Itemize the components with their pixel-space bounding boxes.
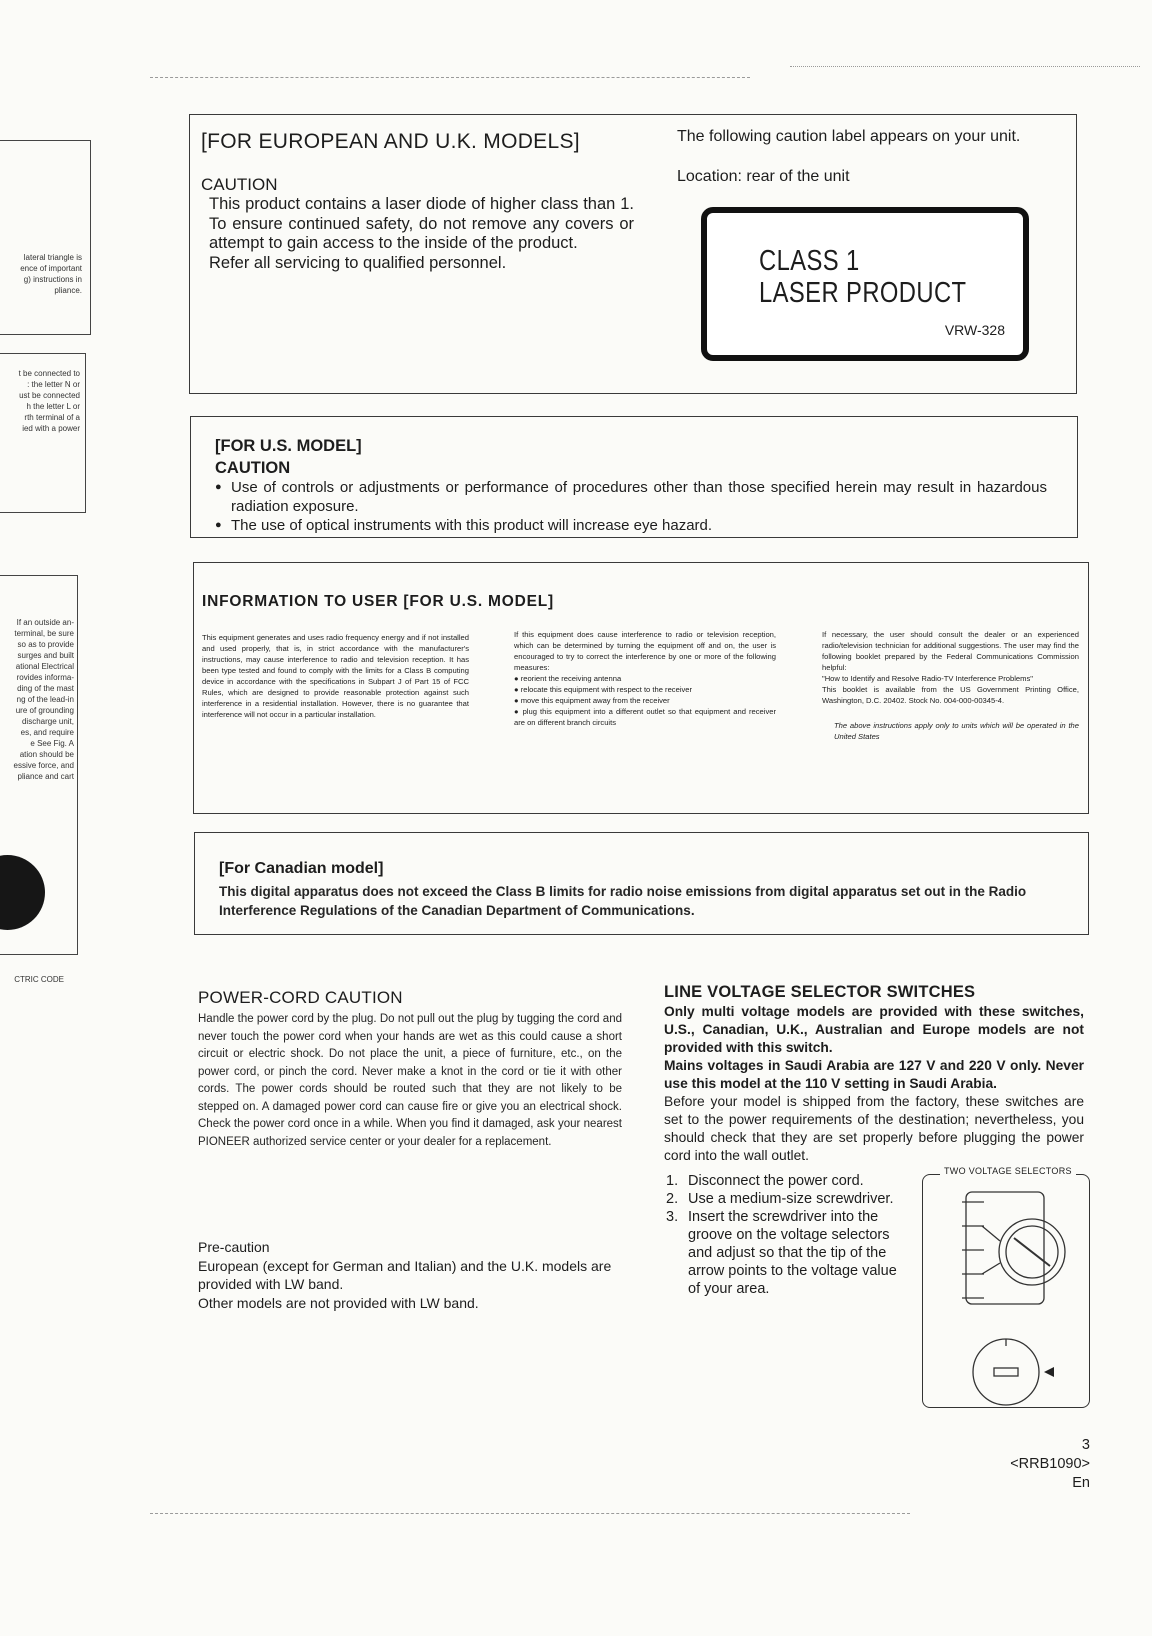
step-item: 2. Use a medium-size screwdriver.	[666, 1191, 894, 1207]
info-column-1: This equipment generates and uses radio frequency energy and if not installed and used properly, that is, in strict accordance with the manufacturer's instructions, may cause interference to radio and television reception. It has been type tested and found to comply with the limits for a Class B computing device in accordance with the specifications in Subpart J of Part 15 of FCC Rules, which are designed to provide reasonable protection against such interference in a residential installation. However, there is no guarantee that interference will not occur in a particular installation.	[202, 633, 469, 719]
diagram-label: TWO VOLTAGE SELECTORS	[940, 1166, 1076, 1176]
laser-label-line2: LASER PRODUCT	[759, 277, 967, 309]
us-section	[190, 416, 1078, 538]
us-caution-item: ● The use of optical instruments with this product will increase eye hazard.	[215, 516, 1047, 535]
info-column-3: If necessary, the user should consult the dealer or an experienced radio/television technician for additional suggestions. The user may find the following booklet prepared by the Federal Communications Commission helpful: "How to Identify and Resolve Radio-TV Interference Problems" This booklet is available from the US Government Printing Office, Washington, D.C. 20402. Stock No. 004-000-00345-4. The above instructions apply only to units which will be operated in the United States	[822, 630, 1079, 741]
info-section	[193, 562, 1089, 814]
page-number: 3	[1081, 1437, 1090, 1453]
line-voltage-notice-saudi: Mains voltages in Saudi Arabia are 127 V and 220 V only. Never use this model at the 110 V setting in Saudi Arabia.	[664, 1058, 1084, 1091]
step-item: 3. Insert the screwdriver into the groove on the voltage selectors and adjust so that the tip of the arrow points to the voltage value of your area.	[666, 1209, 897, 1297]
line-voltage-text	[664, 1003, 1084, 1165]
us-caution-heading: CAUTION	[215, 459, 291, 477]
eu-caution-body: This product contains a laser diode of higher class than 1. To ensure continued safety, do not remove any covers or attempt to gain access to the inside of the product. Refer all servicing to qualified personnel.	[209, 195, 634, 272]
laser-caution-label	[701, 207, 1029, 361]
eu-caution-heading: CAUTION	[201, 175, 278, 194]
line-voltage-title: LINE VOLTAGE SELECTOR SWITCHES	[664, 983, 976, 1001]
scan-artifact-top-right	[790, 66, 1140, 67]
doc-code: <RRB1090>	[1010, 1456, 1090, 1472]
us-model-heading: [FOR U.S. MODEL]	[215, 437, 362, 455]
scan-artifact-bottom	[150, 1513, 910, 1514]
precaution-line2: Other models are not provided with LW band.	[198, 1294, 479, 1311]
canada-section	[194, 832, 1089, 935]
eu-label-location: Location: rear of the unit	[677, 168, 850, 185]
info-note: The above instructions apply only to units which will be operated in the United States	[834, 721, 1079, 741]
left-fragment-text-4: CTRIC CODE	[14, 975, 64, 984]
laser-label-code: VRW-328	[944, 322, 1005, 338]
left-fragment-box-1	[0, 140, 91, 335]
eu-label-note: The following caution label appears on your unit.	[677, 128, 1021, 145]
step-item: 1. Disconnect the power cord.	[666, 1173, 864, 1189]
page-footer	[1010, 1436, 1090, 1493]
line-voltage-notice-models: Only multi voltage models are provided with these switches, U.S., Canadian, U.K., Australian and Europe models are not provided with this switch.	[664, 1004, 1084, 1055]
left-fragment-text-3: If an outside an- terminal, be sure so as to provide surges and built ational Electrical rovides informa- ding of the mast ng of the lead-in ure of grounding discharge unit, es, and require e See Fig. A ation should be essive force, and pliance and cart	[13, 618, 74, 781]
us-caution-item: ● Use of controls or adjustments or performance of procedures other than those specified herein may result in hazardous radiation exposure.	[215, 478, 1047, 516]
scan-artifact-top	[150, 77, 750, 78]
left-fragment-text-1: lateral triangle is ence of important g) instructions in pliance.	[20, 253, 82, 295]
eu-section	[189, 114, 1077, 394]
line-voltage-body: Before your model is shipped from the factory, these switches are set to the power requirements of the destination; nevertheless, you should check that they are set properly before plugging the power cord into the wall outlet.	[664, 1094, 1084, 1163]
eu-section-title: [FOR EUROPEAN AND U.K. MODELS]	[201, 130, 580, 153]
voltage-selector-diagram	[922, 1166, 1092, 1410]
us-caution-list	[215, 478, 1047, 535]
canada-heading: [For Canadian model]	[219, 860, 384, 877]
canada-body: This digital apparatus does not exceed the Class B limits for radio noise emissions from digital apparatus set out in the Radio Interference Regulations of the Canadian Department of Communications.	[219, 884, 1027, 918]
precaution-section	[198, 1238, 628, 1312]
language-code: En	[1072, 1475, 1090, 1491]
info-column-2: If this equipment does cause interference to radio or television reception, which can be determined by turning the equipment off and on, the user is encouraged to try to correct the interference by one or more of the following measures: ● reorient the receiving antenna ● relocate this equipment with respect to the receiver ● move this equipment away from the receiver ● plug this equipment into a different outlet so that equipment and receiver are on different branch circuits	[514, 630, 776, 727]
line-voltage-steps	[666, 1172, 906, 1298]
laser-label-line1: CLASS 1	[759, 245, 860, 277]
left-fragment-text-2: t be connected to : the letter N or ust be connected h the letter L or rth terminal of a ied with a power	[18, 369, 80, 433]
power-cord-body: Handle the power cord by the plug. Do not pull out the plug by tugging the cord and never touch the power cord when your hands are wet as this could cause a short circuit or electric shock. Do not place the unit, a piece of furniture, etc., on the power cord, or pinch the cord. Never make a knot in the cord or tie it with other cords. The power cords should be routed such that they are not likely to be stepped on. A damaged power cord can cause fire or give you an electrical shock. Check the power cord once in a while. When you find it damaged, ask your nearest PIONEER authorized service center or your dealer for a replacement.	[198, 1013, 622, 1148]
precaution-line1: European (except for German and Italian) and the U.K. models are provided with LW band.	[198, 1257, 612, 1292]
power-cord-title: POWER-CORD CAUTION	[198, 988, 403, 1007]
voltage-selector-drawing	[922, 1166, 1092, 1410]
info-title: INFORMATION TO USER [FOR U.S. MODEL]	[202, 593, 554, 610]
precaution-title: Pre-caution	[198, 1239, 270, 1255]
